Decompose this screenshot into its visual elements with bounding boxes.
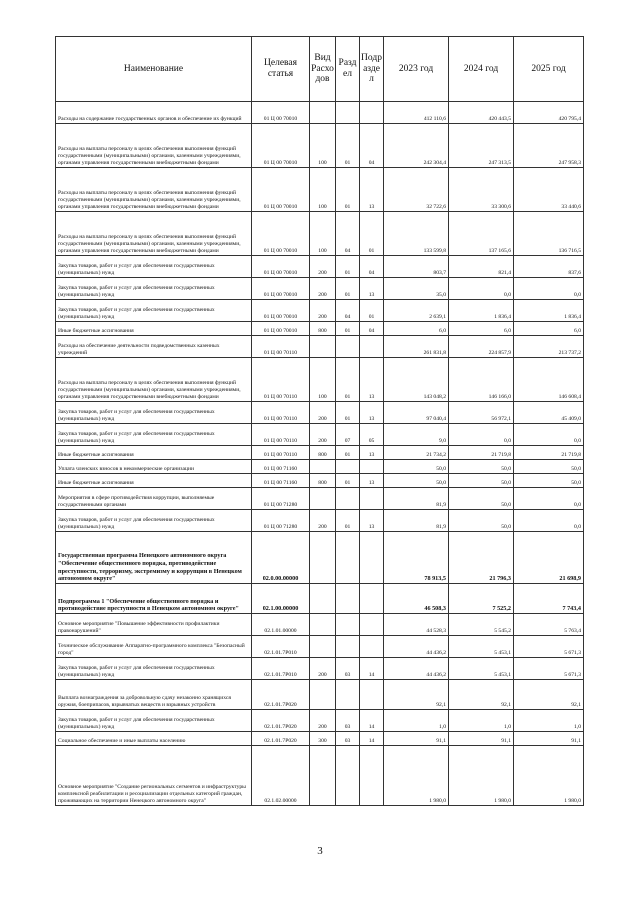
table-row [56,402,584,424]
row-2024-cell: 0,0 [449,278,514,300]
row-name-cell: Закупка товаров, работ и услуг для обеспечения государственных (муниципальных) нужд [56,256,252,278]
row-subsection-cell: 01 [360,212,384,256]
row-2023-cell: 44 436,2 [384,658,449,680]
row-type-cell: 800 [310,474,336,488]
row-2024-cell: 5 545,2 [449,614,514,636]
header-year-2025: 2025 год [514,37,584,102]
row-type-cell: 200 [310,510,336,532]
row-name-cell: Закупка товаров, работ и услуг для обеспечения государственных (муниципальных) нужд [56,278,252,300]
row-code-cell: 02.1.01.7Р010 [252,636,310,658]
row-section-cell [336,102,360,124]
row-2023-cell: 92,1 [384,680,449,710]
row-2024-cell: 6,0 [449,322,514,336]
row-section-cell: 01 [336,474,360,488]
table-row [56,658,584,680]
table-row [56,746,584,806]
row-subsection-cell: 04 [360,322,384,336]
row-2023-cell: 261 831,8 [384,336,449,358]
row-name-cell: Расходы на выплаты персоналу в целях обеспечения выполнения функций государственными (муниципальными) органами, казенными учреждениями, органами управления государственными внебюджетными фондами [56,212,252,256]
row-section-cell [336,584,360,614]
row-type-cell [310,532,336,584]
row-section-cell: 01 [336,256,360,278]
row-code-cell: 01 Ц 00 70010 [252,256,310,278]
row-subsection-cell: 04 [360,124,384,168]
table-row [56,102,584,124]
row-2024-cell: 224 857,9 [449,336,514,358]
row-section-cell: 01 [336,124,360,168]
row-section-cell: 01 [336,322,360,336]
row-2023-cell: 412 110,6 [384,102,449,124]
row-name-cell: Уплата членских взносов в некоммерческие организации [56,460,252,474]
row-type-cell: 100 [310,358,336,402]
row-2023-cell: 50,0 [384,474,449,488]
row-2025-cell: 213 737,2 [514,336,584,358]
row-name-cell: Иные бюджетные ассигнования [56,446,252,460]
row-subsection-cell [360,746,384,806]
header-year-2024: 2024 год [449,37,514,102]
row-2024-cell: 0,0 [449,424,514,446]
row-section-cell: 01 [336,402,360,424]
row-2025-cell: 5 763,4 [514,614,584,636]
table-row [56,636,584,658]
row-2025-cell: 7 743,4 [514,584,584,614]
row-2023-cell: 44 528,3 [384,614,449,636]
row-name-cell: Основное мероприятие "Повышение эффективности профилактики правонарушений" [56,614,252,636]
row-section-cell [336,614,360,636]
row-code-cell: 01 Ц 00 70010 [252,300,310,322]
row-2024-cell: 21 719,8 [449,446,514,460]
row-2025-cell: 5 671,3 [514,636,584,658]
budget-table [55,36,584,806]
row-2025-cell: 33 440,6 [514,168,584,212]
row-subsection-cell [360,336,384,358]
row-2025-cell: 146 608,4 [514,358,584,402]
row-code-cell: 01 Ц 00 71280 [252,488,310,510]
row-name-cell: Расходы на выплаты персоналу в целях обеспечения выполнения функций государственными (муниципальными) органами, казенными учреждениями, органами управления государственными внебюджетными фондами [56,358,252,402]
row-2024-cell: 5 453,1 [449,658,514,680]
row-2023-cell: 32 722,6 [384,168,449,212]
row-2025-cell: 6,0 [514,322,584,336]
row-section-cell [336,336,360,358]
row-type-cell [310,102,336,124]
header-expense-type: Вид Расхо дов [310,37,336,102]
table-row [56,212,584,256]
budget-page [55,36,583,806]
table-row [56,124,584,168]
row-2025-cell: 0,0 [514,488,584,510]
row-name-cell: Основное мероприятие "Создание региональных сегментов и инфраструктуры комплексной реабилитации и ресоциализации отдельных категорий граждан, проживающих на территории Ненецкого автономного округа" [56,746,252,806]
row-subsection-cell [360,532,384,584]
row-2023-cell: 91,1 [384,732,449,746]
row-section-cell: 03 [336,732,360,746]
table-row [56,278,584,300]
row-section-cell: 01 [336,168,360,212]
row-subsection-cell [360,460,384,474]
table-row [56,732,584,746]
row-2023-cell: 1,0 [384,710,449,732]
row-code-cell: 01 Ц 00 70110 [252,336,310,358]
row-name-cell: Расходы на выплаты персоналу в целях обеспечения выполнения функций государственными (муниципальными) органами, казенными учреждениями, органами управления государственными внебюджетными фондами [56,168,252,212]
row-2025-cell: 21 719,8 [514,446,584,460]
row-subsection-cell: 14 [360,732,384,746]
row-code-cell: 01 Ц 00 70010 [252,278,310,300]
row-2023-cell: 44 436,2 [384,636,449,658]
row-type-cell: 200 [310,402,336,424]
row-2024-cell: 50,0 [449,510,514,532]
row-2023-cell: 242 304,4 [384,124,449,168]
table-row [56,300,584,322]
row-2024-cell: 50,0 [449,474,514,488]
row-subsection-cell [360,636,384,658]
row-2023-cell: 6,0 [384,322,449,336]
row-code-cell: 02.1.00.00000 [252,584,310,614]
row-2024-cell: 56 972,1 [449,402,514,424]
row-2024-cell: 91,1 [449,732,514,746]
row-2024-cell: 21 796,3 [449,532,514,584]
row-section-cell: 01 [336,358,360,402]
header-subsection: Подр азде л [360,37,384,102]
row-subsection-cell [360,584,384,614]
row-name-cell: Иные бюджетные ассигнования [56,474,252,488]
row-2023-cell: 2 639,1 [384,300,449,322]
row-2024-cell: 821,4 [449,256,514,278]
row-name-cell: Подпрограмма 1 "Обеспечение общественного порядка и противодействие преступности в Ненецком автономном округе" [56,584,252,614]
row-subsection-cell [360,614,384,636]
table-row [56,680,584,710]
row-name-cell: Расходы на обеспечение деятельности подведомственных казенных учреждений [56,336,252,358]
row-section-cell: 04 [336,212,360,256]
row-2023-cell: 81,9 [384,510,449,532]
row-type-cell [310,460,336,474]
row-type-cell [310,336,336,358]
row-section-cell: 01 [336,278,360,300]
row-2024-cell: 7 525,2 [449,584,514,614]
row-section-cell: 01 [336,510,360,532]
row-subsection-cell: 05 [360,424,384,446]
table-row [56,424,584,446]
row-name-cell: Техническое обслуживание Аппаратно-программного комплекса "Безопасный город" [56,636,252,658]
row-2024-cell: 50,0 [449,460,514,474]
row-2024-cell: 50,0 [449,488,514,510]
row-type-cell [310,488,336,510]
row-2023-cell: 9,0 [384,424,449,446]
row-2023-cell: 46 508,3 [384,584,449,614]
row-subsection-cell: 13 [360,168,384,212]
row-2025-cell: 0,0 [514,278,584,300]
row-2023-cell: 78 913,5 [384,532,449,584]
row-code-cell: 01 Ц 00 70110 [252,424,310,446]
row-type-cell: 100 [310,212,336,256]
row-subsection-cell [360,488,384,510]
row-type-cell: 300 [310,732,336,746]
row-2023-cell: 803,7 [384,256,449,278]
row-name-cell: Закупка товаров, работ и услуг для обеспечения государственных (муниципальных) нужд [56,402,252,424]
row-2025-cell: 21 698,9 [514,532,584,584]
row-subsection-cell: 14 [360,710,384,732]
row-section-cell [336,636,360,658]
row-code-cell: 01 Ц 00 70010 [252,212,310,256]
table-row [56,256,584,278]
row-type-cell: 800 [310,322,336,336]
row-2025-cell: 0,0 [514,424,584,446]
row-section-cell: 03 [336,658,360,680]
row-2024-cell: 247 313,5 [449,124,514,168]
row-2024-cell: 33 300,6 [449,168,514,212]
row-type-cell: 100 [310,168,336,212]
row-code-cell: 01 Ц 00 70110 [252,446,310,460]
row-section-cell: 07 [336,424,360,446]
table-row [56,336,584,358]
row-2023-cell: 97 040,4 [384,402,449,424]
row-2025-cell: 50,0 [514,460,584,474]
row-2023-cell: 35,0 [384,278,449,300]
row-code-cell: 02.1.01.7Р020 [252,680,310,710]
row-name-cell: Закупка товаров, работ и услуг для обеспечения государственных (муниципальных) нужд [56,424,252,446]
row-subsection-cell: 13 [360,358,384,402]
row-section-cell: 04 [336,300,360,322]
row-code-cell: 01 Ц 00 70010 [252,102,310,124]
row-subsection-cell: 01 [360,300,384,322]
row-2024-cell: 1 980,0 [449,746,514,806]
table-row [56,584,584,614]
row-code-cell: 02.1.01.7Р020 [252,732,310,746]
row-type-cell: 200 [310,710,336,732]
row-type-cell: 200 [310,300,336,322]
row-subsection-cell: 13 [360,446,384,460]
header-section: Разд ел [336,37,360,102]
row-section-cell [336,532,360,584]
row-type-cell: 200 [310,256,336,278]
row-type-cell [310,636,336,658]
row-type-cell: 200 [310,278,336,300]
table-row [56,460,584,474]
row-code-cell: 02.1.01.00000 [252,614,310,636]
row-name-cell: Социальное обеспечение и иные выплаты населению [56,732,252,746]
row-section-cell [336,680,360,710]
row-2024-cell: 1,0 [449,710,514,732]
row-type-cell [310,680,336,710]
row-section-cell: 03 [336,710,360,732]
row-code-cell: 02.0.00.00000 [252,532,310,584]
row-type-cell [310,746,336,806]
row-code-cell: 01 Ц 00 70110 [252,358,310,402]
row-code-cell: 02.1.01.7Р020 [252,710,310,732]
row-2025-cell: 136 716,5 [514,212,584,256]
row-subsection-cell: 13 [360,474,384,488]
row-2025-cell: 1,0 [514,710,584,732]
row-2025-cell: 91,1 [514,732,584,746]
table-row [56,532,584,584]
table-row [56,710,584,732]
row-2025-cell: 5 671,3 [514,658,584,680]
row-2024-cell: 5 453,1 [449,636,514,658]
row-2024-cell: 420 443,5 [449,102,514,124]
row-2023-cell: 133 599,8 [384,212,449,256]
row-2023-cell: 143 048,2 [384,358,449,402]
row-subsection-cell: 04 [360,256,384,278]
row-2023-cell: 21 734,2 [384,446,449,460]
row-2025-cell: 420 795,4 [514,102,584,124]
table-header-row [56,37,584,102]
header-target-article: Целевая статья [252,37,310,102]
table-row [56,510,584,532]
row-subsection-cell: 13 [360,510,384,532]
row-code-cell: 01 Ц 00 70010 [252,168,310,212]
row-name-cell: Закупка товаров, работ и услуг для обеспечения государственных (муниципальных) нужд [56,300,252,322]
row-code-cell: 01 Ц 00 70110 [252,402,310,424]
row-2025-cell: 1 836,4 [514,300,584,322]
row-type-cell: 800 [310,446,336,460]
row-name-cell: Закупка товаров, работ и услуг для обеспечения государственных (муниципальных) нужд [56,510,252,532]
row-2023-cell: 1 980,0 [384,746,449,806]
row-type-cell: 200 [310,658,336,680]
row-name-cell: Закупка товаров, работ и услуг для обеспечения государственных (муниципальных) нужд [56,710,252,732]
row-2025-cell: 92,1 [514,680,584,710]
row-2025-cell: 45 409,0 [514,402,584,424]
row-2023-cell: 50,0 [384,460,449,474]
row-name-cell: Мероприятия в сфере противодействия коррупции, выполняемые государственными органами [56,488,252,510]
row-2025-cell: 0,0 [514,510,584,532]
row-2025-cell: 247 958,3 [514,124,584,168]
row-subsection-cell: 14 [360,658,384,680]
row-section-cell [336,460,360,474]
row-2024-cell: 1 836,4 [449,300,514,322]
row-type-cell [310,584,336,614]
row-2025-cell: 837,6 [514,256,584,278]
header-name: Наименование [56,37,252,102]
row-code-cell: 01 Ц 00 71280 [252,510,310,532]
row-subsection-cell [360,102,384,124]
row-2024-cell: 92,1 [449,680,514,710]
row-2024-cell: 137 165,6 [449,212,514,256]
table-body [56,102,584,806]
row-code-cell: 01 Ц 00 71160 [252,460,310,474]
row-section-cell [336,746,360,806]
row-name-cell: Закупка товаров, работ и услуг для обеспечения государственных (муниципальных) нужд [56,658,252,680]
table-row [56,168,584,212]
row-type-cell: 100 [310,124,336,168]
row-2025-cell: 1 980,0 [514,746,584,806]
row-2025-cell: 50,0 [514,474,584,488]
row-code-cell: 02.1.02.00000 [252,746,310,806]
row-2024-cell: 146 166,0 [449,358,514,402]
table-row [56,446,584,460]
row-name-cell: Государственная программа Ненецкого автономного округа "Обеспечение общественного порядка, противодействие преступности, терроризму, экстремизму и коррупции в Ненецком автономном округе" [56,532,252,584]
row-subsection-cell: 13 [360,402,384,424]
row-subsection-cell [360,680,384,710]
row-2023-cell: 81,9 [384,488,449,510]
table-row [56,322,584,336]
table-row [56,488,584,510]
row-name-cell: Расходы на выплаты персоналу в целях обеспечения выполнения функций государственными (муниципальными) органами, казенными учреждениями, органами управления государственными внебюджетными фондами [56,124,252,168]
row-code-cell: 01 Ц 00 71160 [252,474,310,488]
header-year-2023: 2023 год [384,37,449,102]
row-code-cell: 01 Ц 00 70010 [252,124,310,168]
row-code-cell: 01 Ц 00 70010 [252,322,310,336]
row-type-cell [310,614,336,636]
table-row [56,474,584,488]
row-section-cell [336,488,360,510]
table-row [56,614,584,636]
page-number: 3 [317,845,323,857]
table-row [56,358,584,402]
row-section-cell: 01 [336,446,360,460]
row-name-cell: Расходы на содержание государственных органов и обеспечение их функций [56,102,252,124]
row-subsection-cell: 13 [360,278,384,300]
row-type-cell: 200 [310,424,336,446]
row-name-cell: Выплата вознаграждения за добровольную сдачу незаконно хранящихся оружия, боеприпасов, взрывчатых веществ и взрывных устройств [56,680,252,710]
row-code-cell: 02.1.01.7Р010 [252,658,310,680]
row-name-cell: Иные бюджетные ассигнования [56,322,252,336]
